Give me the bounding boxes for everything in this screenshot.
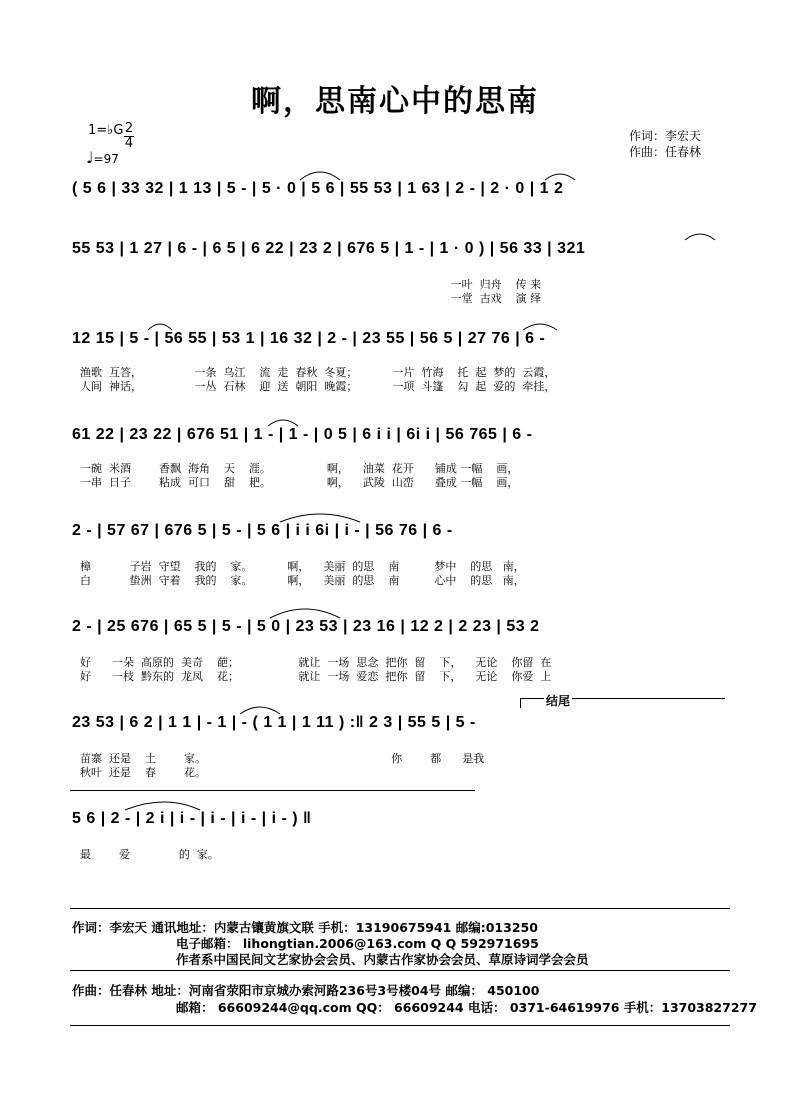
notation-line: 61 22 | 23 22 | 676 51 | 1 - | 1 - | 0 5 | 6 i i | 6i i | 56 765 | 6 - — [72, 426, 533, 443]
notation-line: ( 5 6 | 33 32 | 1 13 | 5 - | 5 · 0 | 5 6 | 55 53 | 1 63 | 2 - | 2 · 0 | 1 2 — [72, 180, 564, 197]
composer-credit: 作曲：任春林 — [629, 145, 702, 159]
notation-line: 2 - | 57 67 | 676 5 | 5 - | 5 6 | i i 6i | i - | 56 76 | 6 - — [72, 522, 453, 539]
flat-sign: ♭ — [107, 123, 114, 138]
lyric-line: 一堂 古戏 演 绎 — [80, 292, 542, 305]
key-note: G — [113, 123, 124, 138]
time-bottom: 4 — [124, 136, 134, 151]
notation-line: 2 - | 25 676 | 65 5 | 5 - | 5 0 | 23 53 | 23 16 | 12 2 | 2 23 | 53 2 — [72, 618, 540, 635]
notation-line: 12 15 | 5 - | 56 55 | 53 1 | 16 32 | 2 - | 23 55 | 56 5 | 27 76 | 6 - — [72, 330, 546, 347]
lyricist-membership: 作者系中国民间文艺家协会会员、内蒙古作家协会会员、草原诗词学会会员 — [176, 952, 589, 967]
composer-email: 邮箱： 66609244@qq.com QQ： 66609244 电话： 0371-64619976 手机：13703827277 — [176, 1000, 757, 1015]
lyric-line: 人间 神话， 一丛 石林 迎 送 朝阳 晚霞； 一项 斗篷 勾 起 爱的 牵挂， — [80, 380, 556, 393]
composer-contact: 作曲：任春林 地址：河南省荥阳市京城办索河路236号3号楼04号 邮编： 450100 — [72, 983, 540, 998]
lyric-line: 好 一朵 高原的 美奇 葩； 就让 一场 思念 把你 留 下， 无论 你留 在 — [80, 656, 552, 669]
lyric-line: 渔歌 互答， 一条 乌江 流 走 春秋 冬夏； 一片 竹海 托 起 梦的 云霞， — [80, 366, 556, 379]
quarter-note-icon: ♩ — [86, 148, 94, 167]
ending-label: 结尾 — [546, 694, 571, 708]
notation-line: 55 53 | 1 27 | 6 - | 6 5 | 6 22 | 23 2 | 676 5 | 1 - | 1 · 0 ) | 56 33 | 321 — [72, 240, 586, 257]
notation-line: 5 6 | 2 - | 2 i | i - | i - | i - | i - ) ‖ — [72, 810, 312, 827]
lyric-line: 秋叶 还是 春 花。 — [80, 766, 206, 779]
lyricist-email: 电子邮箱： lihongtian.2006@163.com Q Q 592971695 — [176, 936, 539, 951]
footer-divider-top — [70, 908, 730, 909]
time-top: 2 — [124, 121, 134, 136]
key-label: 1= — [88, 123, 108, 138]
lyricist-credit: 作词：李宏天 — [629, 129, 702, 143]
song-title: 啊，思南心中的思南 — [251, 84, 539, 119]
lyricist-contact: 作词：李宏天 通讯地址：内蒙古镶黄旗文联 手机：13190675941 邮编:013250 — [72, 920, 538, 935]
lyric-line: 一叶 归舟 传 来 — [80, 278, 542, 291]
lyric-line: 一碗 米酒 香飘 海角 天 涯。 啊， 油菜 花开 铺成 一幅 画， — [80, 462, 519, 475]
lyric-line: 最 爱 的 家。 — [80, 848, 219, 861]
tempo-value: =97 — [93, 152, 119, 166]
lyric-line: 白 蛰洲 守着 我的 家。 啊， 美丽 的思 南 心中 的思 南， — [80, 574, 525, 587]
notation-line: 23 53 | 6 2 | 1 1 | - 1 | - ( 1 1 | 1 11 ) :‖ 2 3 | 55 5 | 5 - — [72, 714, 476, 731]
footer-divider-mid — [70, 970, 730, 971]
lyric-line: 好 一枝 黔东的 龙凤 花； 就让 一场 爱恋 把你 留 下， 无论 你爱 上 — [80, 670, 552, 683]
lyric-line: 一串 日子 粘成 可口 甜 耙。 啊， 武陵 山峦 叠成 一幅 画， — [80, 476, 519, 489]
lyric-line: 樟 子岩 守望 我的 家。 啊， 美丽 的思 南 梦中 的思 南， — [80, 560, 525, 573]
lyric-line: 苗寨 还是 土 家。 你 都 是我 — [80, 752, 485, 765]
footer-divider-bottom — [70, 1025, 730, 1026]
